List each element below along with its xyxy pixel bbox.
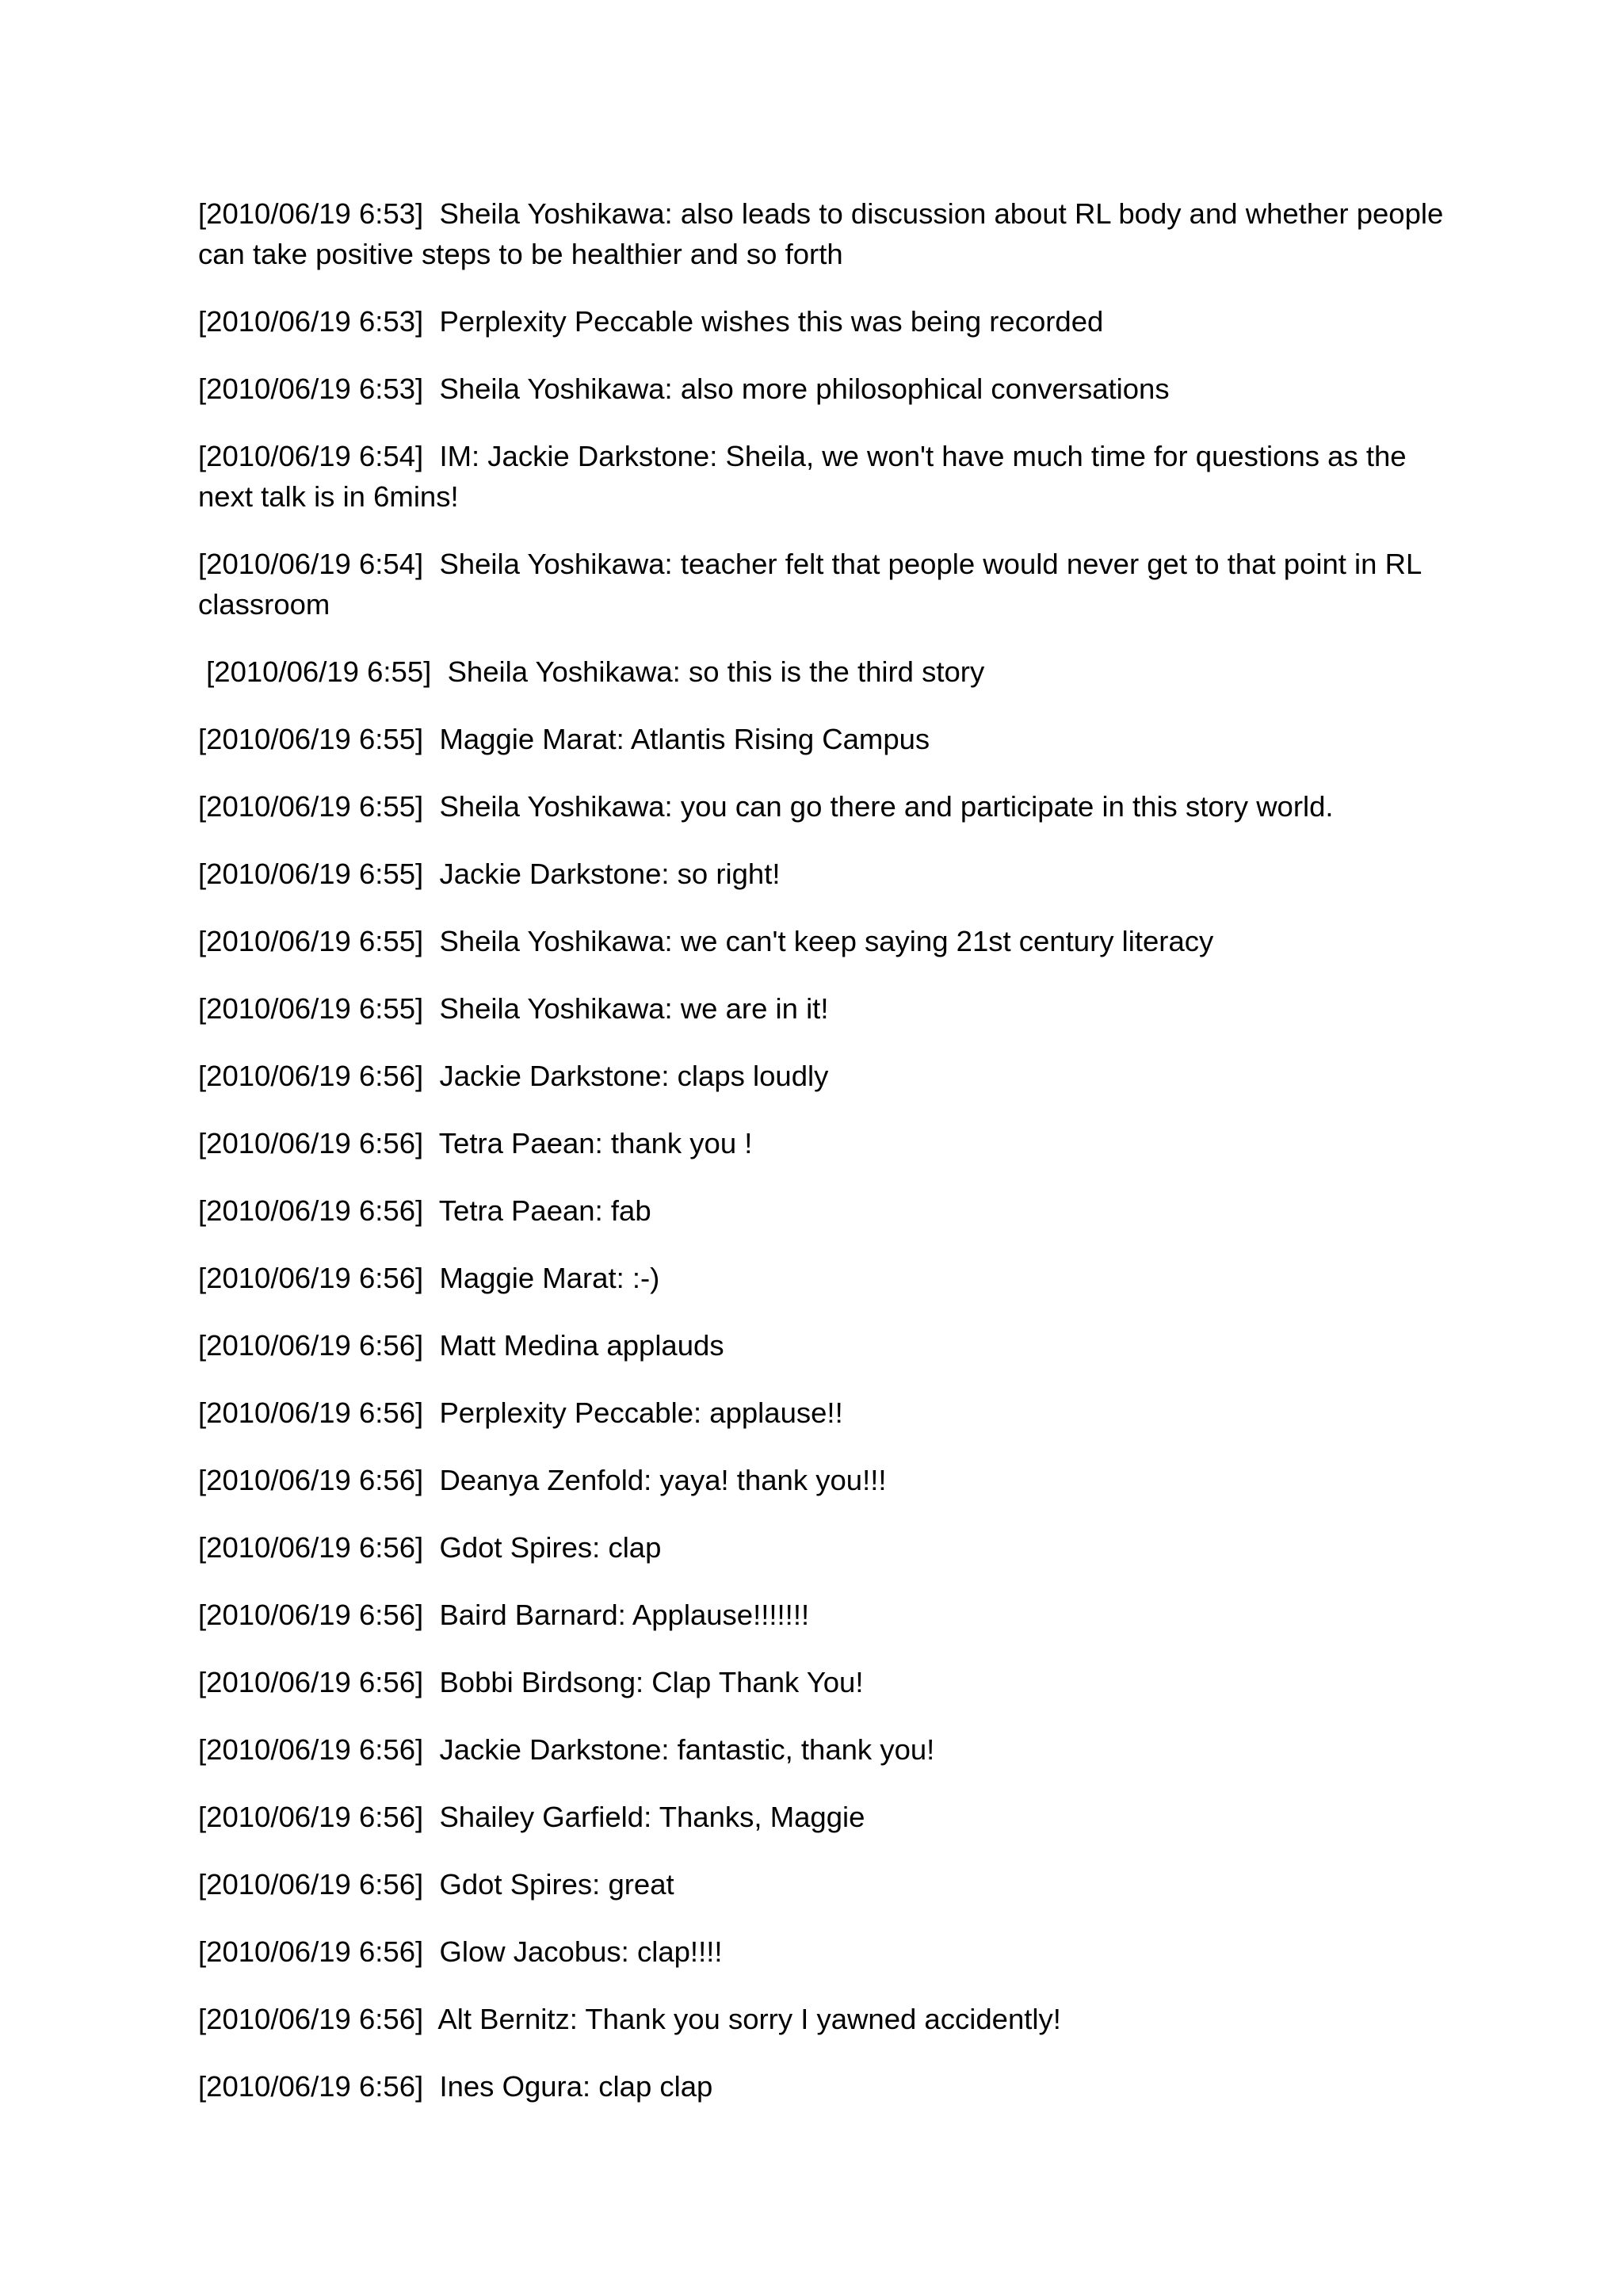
log-entry <box>198 1662 1450 1702</box>
message: Sheila Yoshikawa: also leads to discussion about RL body and whether people can take positive steps to be healthier and so forth <box>198 197 1452 270</box>
timestamp: [2010/06/19 6:56] <box>198 1060 424 1092</box>
message: Maggie Marat: Atlantis Rising Campus <box>439 723 930 755</box>
timestamp: [2010/06/19 6:56] <box>198 1464 424 1496</box>
message: Jackie Darkstone: so right! <box>439 858 781 890</box>
message: Tetra Paean: fab <box>438 1194 651 1227</box>
timestamp: [2010/06/19 6:55] <box>198 858 424 890</box>
message: Jackie Darkstone: fantastic, thank you! <box>439 1733 935 1766</box>
log-entry <box>198 301 1450 342</box>
message: IM: Jackie Darkstone: Sheila, we won't have much time for questions as the next talk is in 6mins! <box>198 440 1415 513</box>
message: Sheila Yoshikawa: you can go there and participate in this story world. <box>439 790 1334 823</box>
log-entry <box>198 651 1450 692</box>
timestamp: [2010/06/19 6:54] <box>198 548 424 580</box>
message: Sheila Yoshikawa: teacher felt that people would never get to that point in RL classroom <box>198 548 1430 621</box>
log-entry <box>198 1797 1450 1837</box>
log-entry <box>198 988 1450 1029</box>
chat-log <box>198 193 1450 2134</box>
message: Baird Barnard: Applause!!!!!!! <box>439 1599 810 1631</box>
message: Perplexity Peccable: applause!! <box>439 1396 843 1429</box>
log-entry <box>198 544 1450 625</box>
timestamp: [2010/06/19 6:53] <box>198 372 424 405</box>
log-entry <box>198 921 1450 961</box>
message: Gdot Spires: great <box>439 1868 674 1901</box>
timestamp: [2010/06/19 6:56] <box>198 1329 424 1362</box>
message: Bobbi Birdsong: Clap Thank You! <box>439 1666 864 1698</box>
timestamp: [2010/06/19 6:55] <box>198 723 424 755</box>
message: Shailey Garfield: Thanks, Maggie <box>439 1801 865 1833</box>
timestamp: [2010/06/19 6:56] <box>198 1666 424 1698</box>
timestamp: [2010/06/19 6:56] <box>198 2003 424 2035</box>
message: Perplexity Peccable wishes this was being recorded <box>439 305 1104 338</box>
message: Glow Jacobus: clap!!!! <box>439 1935 723 1968</box>
timestamp: [2010/06/19 6:55] <box>198 992 424 1025</box>
log-entry <box>198 193 1450 274</box>
log-entry <box>198 1258 1450 1298</box>
timestamp: [2010/06/19 6:56] <box>198 1935 424 1968</box>
timestamp: [2010/06/19 6:53] <box>198 197 424 230</box>
log-entry <box>198 1999 1450 2039</box>
timestamp: [2010/06/19 6:56] <box>198 1531 424 1564</box>
log-entry <box>198 786 1450 827</box>
log-entry <box>198 1931 1450 1972</box>
timestamp: [2010/06/19 6:56] <box>198 1599 424 1631</box>
log-entry <box>198 1595 1450 1635</box>
log-entry <box>198 369 1450 409</box>
log-entry <box>198 1392 1450 1433</box>
message: Deanya Zenfold: yaya! thank you!!! <box>439 1464 887 1496</box>
message: Gdot Spires: clap <box>439 1531 662 1564</box>
message: Ines Ogura: clap clap <box>439 2070 713 2103</box>
log-entry <box>198 719 1450 759</box>
message: Alt Bernitz: Thank you sorry I yawned accidently! <box>437 2003 1061 2035</box>
log-entry <box>198 2066 1450 2107</box>
timestamp: [2010/06/19 6:56] <box>198 1801 424 1833</box>
timestamp: [2010/06/19 6:56] <box>198 2070 424 2103</box>
log-entry <box>198 1729 1450 1770</box>
message: Maggie Marat: :-) <box>439 1262 660 1294</box>
timestamp: [2010/06/19 6:55] <box>198 925 424 957</box>
log-entry <box>198 1190 1450 1231</box>
message: Sheila Yoshikawa: we can't keep saying 21st century literacy <box>439 925 1214 957</box>
timestamp: [2010/06/19 6:56] <box>198 1396 424 1429</box>
log-entry <box>198 1864 1450 1904</box>
timestamp: [2010/06/19 6:56] <box>198 1868 424 1901</box>
timestamp: [2010/06/19 6:55] <box>198 655 432 688</box>
message: Matt Medina applauds <box>439 1329 724 1362</box>
message: Jackie Darkstone: claps loudly <box>439 1060 829 1092</box>
log-entry <box>198 1123 1450 1163</box>
timestamp: [2010/06/19 6:56] <box>198 1733 424 1766</box>
log-entry <box>198 1527 1450 1568</box>
timestamp: [2010/06/19 6:54] <box>198 440 424 472</box>
message: Sheila Yoshikawa: also more philosophical conversations <box>439 372 1170 405</box>
timestamp: [2010/06/19 6:55] <box>198 790 424 823</box>
log-entry <box>198 1325 1450 1366</box>
timestamp: [2010/06/19 6:56] <box>198 1262 424 1294</box>
log-entry <box>198 436 1450 517</box>
message: Sheila Yoshikawa: so this is the third story <box>447 655 985 688</box>
timestamp: [2010/06/19 6:53] <box>198 305 424 338</box>
log-entry <box>198 1056 1450 1096</box>
log-entry <box>198 854 1450 894</box>
timestamp: [2010/06/19 6:56] <box>198 1194 424 1227</box>
message: Sheila Yoshikawa: we are in it! <box>439 992 829 1025</box>
timestamp: [2010/06/19 6:56] <box>198 1127 424 1159</box>
message: Tetra Paean: thank you ! <box>438 1127 753 1159</box>
log-entry <box>198 1460 1450 1500</box>
